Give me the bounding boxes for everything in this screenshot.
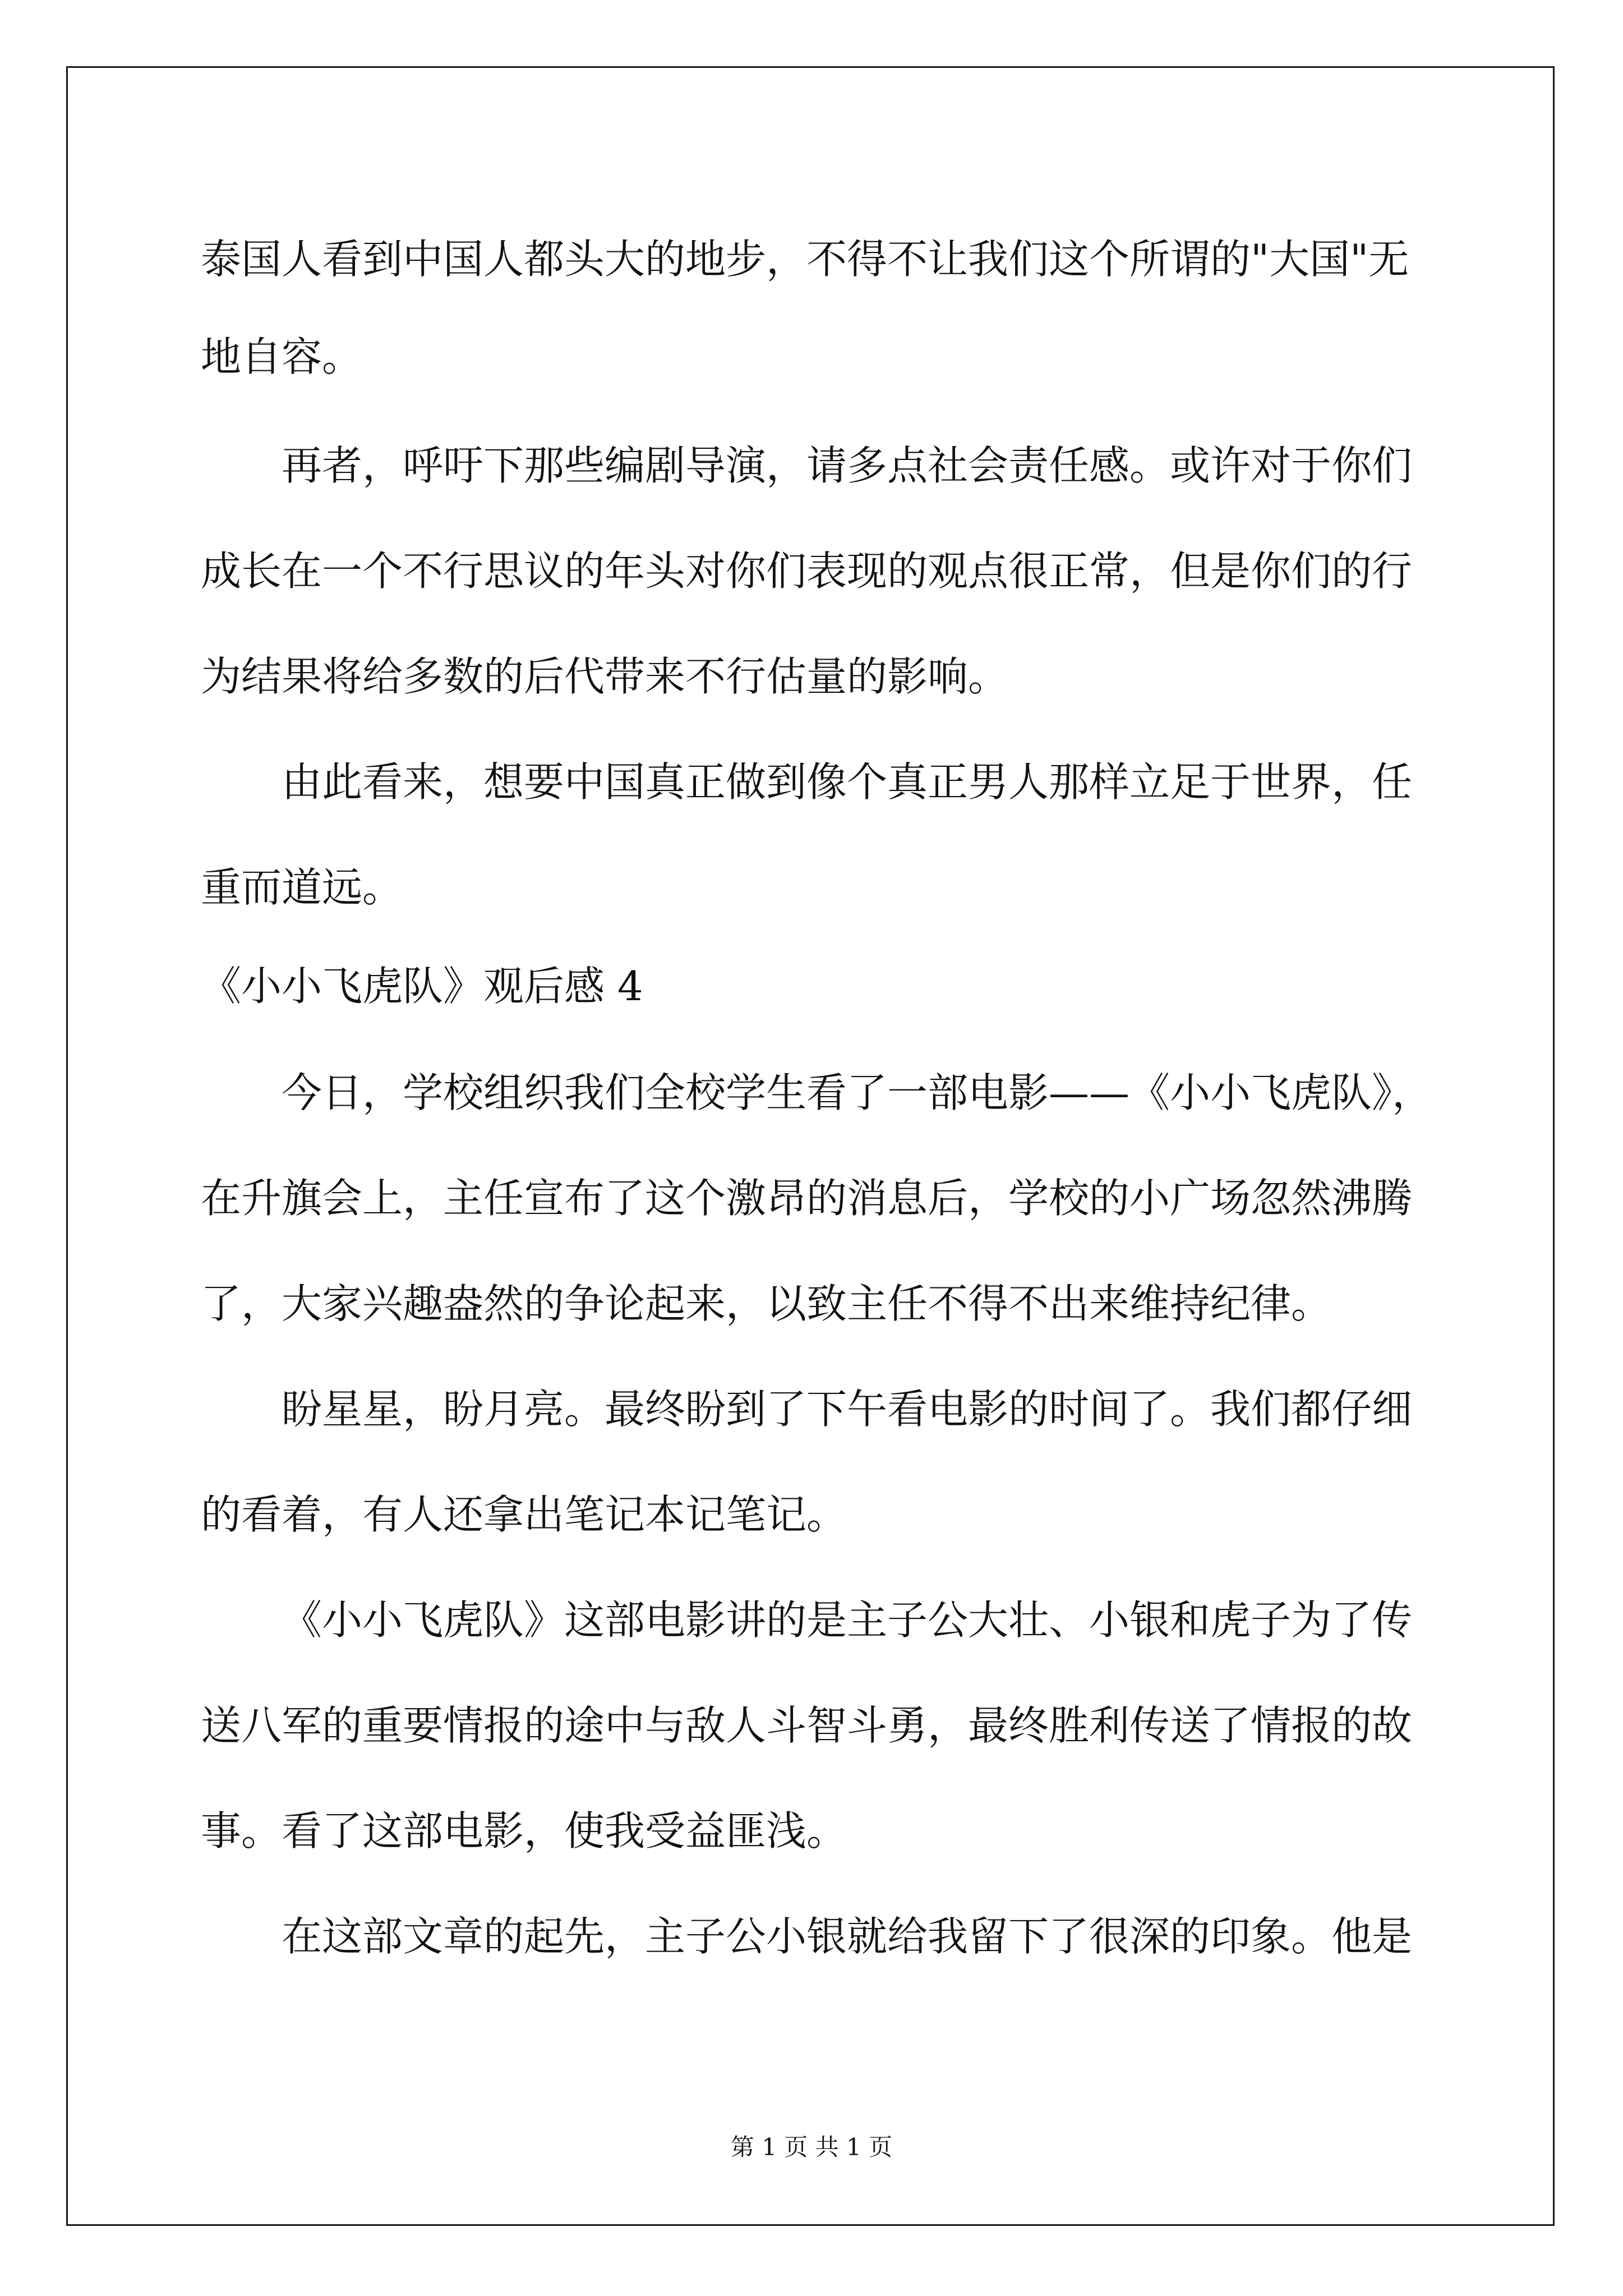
paragraph-start: 再者，呼吁下那些编剧导演，请多点社会责任感。或许对于你们 [282,442,1413,489]
page-number-footer: 第 1 页 共 1 页 [730,2133,893,2161]
text-line: 重而道远。 [201,864,403,911]
paragraph-start: 盼星星，盼月亮。最终盼到了下午看电影的时间了。我们都仔细 [282,1386,1413,1433]
paragraph-start: 今日，学校组织我们全校学生看了一部电影——《小小飞虎队》， [282,1069,1433,1116]
page-border [66,66,1555,2226]
text-line: 的看着，有人还拿出笔记本记笔记。 [201,1491,847,1538]
text-line: 了，大家兴趣盎然的争论起来，以致主任不得不出来维持纪律。 [201,1280,1332,1327]
paragraph-start: 由此看来，想要中国真正做到像个真正男人那样立足于世界，任 [282,758,1413,806]
text-line: 事。看了这部电影，使我受益匪浅。 [201,1807,847,1855]
paragraph-start: 在这部文章的起先，主子公小银就给我留下了很深的印象。他是 [282,1913,1413,1960]
section-heading: 《小小飞虎队》观后感 4 [201,963,643,1010]
paragraph-start: 《小小飞虎队》这部电影讲的是主子公大壮、小银和虎子为了传 [282,1596,1413,1644]
text-line: 成长在一个不行思议的年头对你们表现的观点很正常，但是你们的行 [201,547,1413,595]
text-line: 为结果将给多数的后代带来不行估量的影响。 [201,653,1009,700]
text-line: 在升旗会上，主任宣布了这个激昂的消息后，学校的小广场忽然沸腾 [201,1175,1413,1222]
text-line: 泰国人看到中国人都头大的地步，不得不让我们这个所谓的"大国"无 [201,236,1409,283]
text-line: 地自容。 [201,333,363,380]
text-line: 送八军的重要情报的途中与敌人斗智斗勇，最终胜利传送了情报的故 [201,1702,1413,1749]
